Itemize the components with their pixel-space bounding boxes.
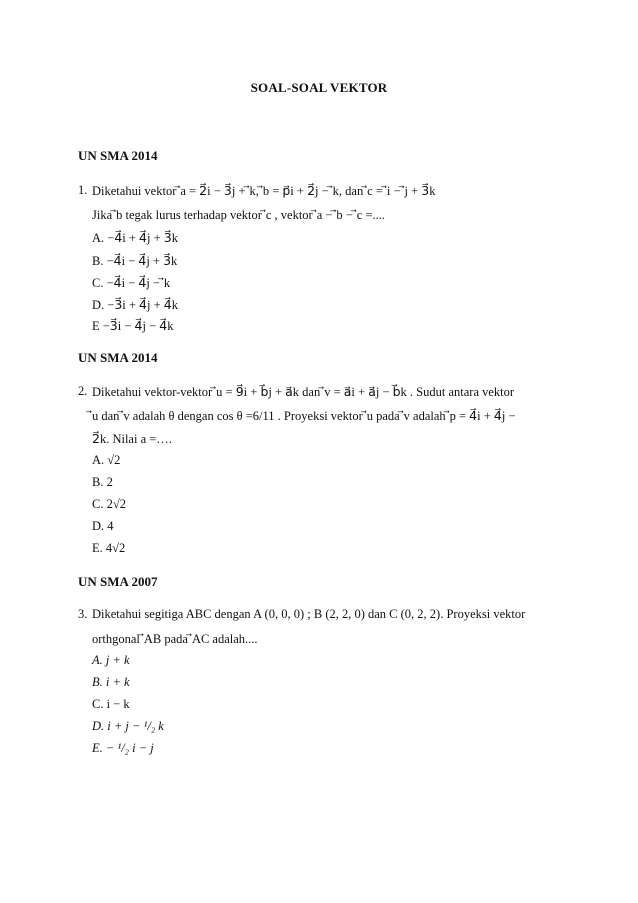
answer-option: A. j + k [92, 653, 130, 667]
answer-option: C. 2√2 [92, 497, 126, 511]
question-text: Diketahui vektor ⃗a = 2⃗i − 3⃗j + ⃗k, ⃗b = p⃗i + 2⃗j − ⃗k, dan ⃗c = ⃗i − ⃗j + 3⃗k [92, 184, 436, 198]
question-text: Diketahui vektor-vektor ⃗u = 9⃗i + b⃗j + a⃗k dan ⃗v = a⃗i + a⃗j − b⃗k . Sudut antara vektor [92, 385, 515, 399]
answer-option: B. −4⃗i − 4⃗j + 3⃗k [92, 254, 178, 268]
question-text: orthgonal ⃗AB pada ⃗AC adalah.... [92, 632, 258, 646]
question-text: ⃗u dan ⃗v adalah θ dengan cos θ =6/11 . Proyeksi vektor ⃗u pada ⃗v adalah ⃗p = 4⃗i + 4⃗j − [92, 409, 516, 423]
section-heading: UN SMA 2014 [78, 350, 158, 365]
question-number: 1. [78, 183, 88, 197]
section-heading: UN SMA 2007 [78, 574, 158, 589]
answer-option: C. i − k [92, 697, 130, 711]
answer-option: B. 2 [92, 475, 113, 489]
answer-option: E −3⃗i − 4⃗j − 4⃗k [92, 319, 174, 333]
answer-option: E. − ¹/₂ i − j [92, 741, 154, 755]
answer-option: E. 4√2 [92, 541, 126, 555]
answer-option: D. 4 [92, 519, 114, 533]
answer-option: B. i + k [92, 675, 130, 689]
answer-option: D. i + j − ¹/₂ k [92, 719, 164, 733]
answer-option: A. −4⃗i + 4⃗j + 3⃗k [92, 231, 178, 245]
question-number: 2. [78, 384, 88, 398]
answer-option: A. √2 [92, 453, 121, 467]
question-text: 2⃗k. Nilai a =…. [92, 432, 172, 446]
question-number: 3. [78, 607, 88, 621]
question-text: Diketahui segitiga ABC dengan A (0, 0, 0) ; B (2, 2, 0) dan C (0, 2, 2). Proyeksi vektor [92, 607, 526, 621]
question-text: Jika ⃗b tegak lurus terhadap vektor ⃗c , vektor ⃗a − ⃗b − ⃗c =.... [92, 208, 386, 222]
section-heading: UN SMA 2014 [78, 148, 158, 163]
answer-option: D. −3⃗i + 4⃗j + 4⃗k [92, 298, 178, 312]
page-title: SOAL-SOAL VEKTOR [250, 80, 388, 95]
answer-option: C. −4⃗i − 4⃗j − ⃗k [92, 276, 171, 290]
